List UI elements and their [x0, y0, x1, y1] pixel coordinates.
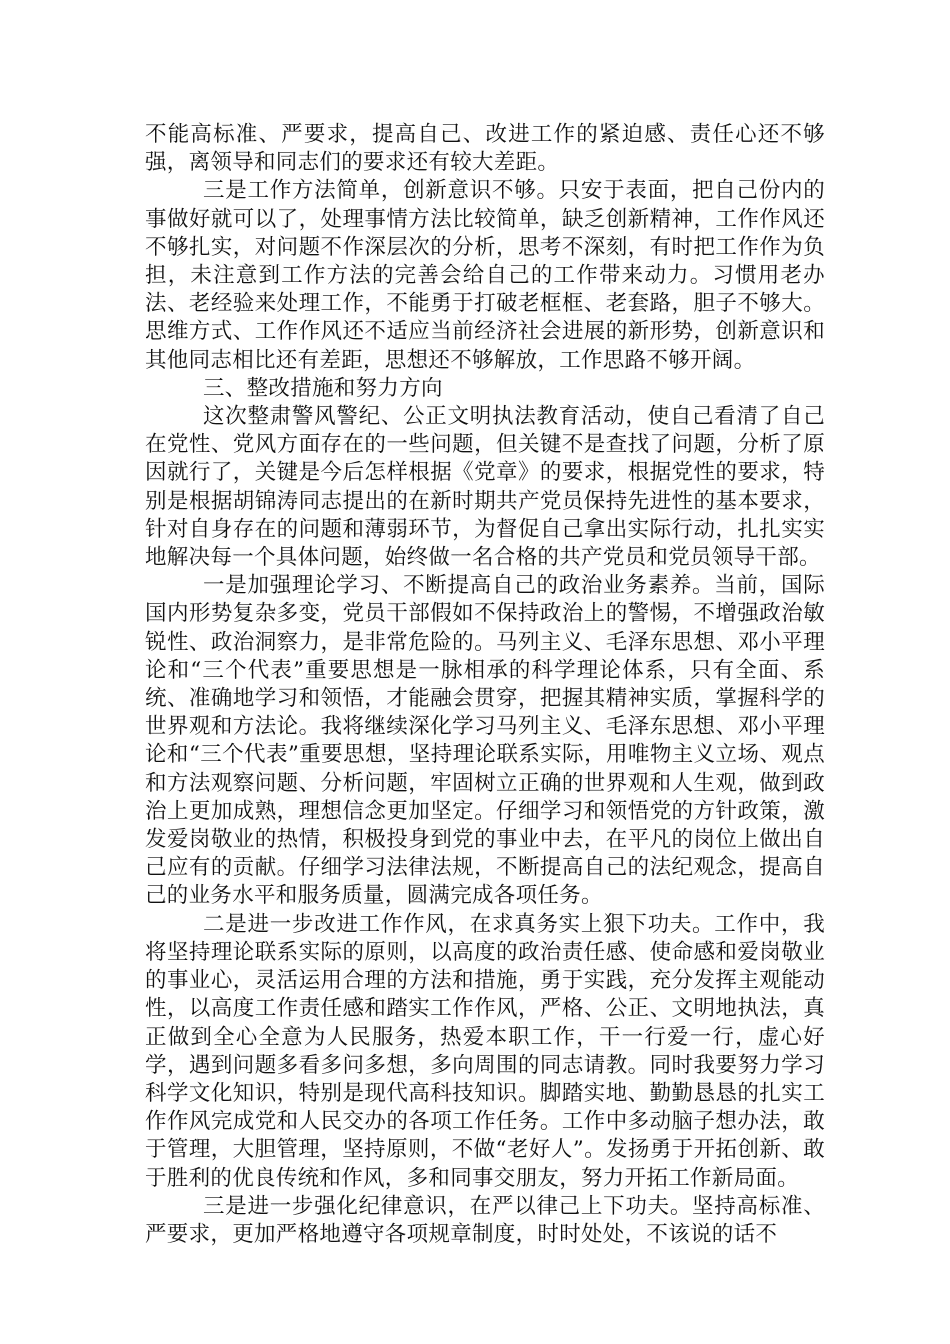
- paragraph-5: 二是进一步改进工作作风，在求真务实上狠下功夫。工作中，我将坚持理论联系实际的原则，以高度的政治责任感、使命感和爱岗敬业的事业心，灵活运用合理的方法和措施，勇于实践，充分发挥主观能动性，以高度工作责任感和踏实工作作风，严格、公正、文明地执法，真正做到全心全意为人民服务，热爱本职工作，干一行爱一行，虚心好学，遇到问题多看多问多想，多向周围的同志请教。同时我要努力学习科学文化知识，特别是现代高科技知识。脚踏实地、勤勤恳恳的扎实工作作风完成党和人民交办的各项工作任务。工作中多动脑子想办法，敢于管理，大胆管理，坚持原则，不做“老好人”。发扬勇于开拓创新、敢于胜利的优良传统和作风，多和同事交朋友，努力开拓工作新局面。: [145, 911, 825, 1191]
- document-page: [145, 121, 825, 1249]
- section-heading: 三、整改措施和努力方向: [203, 375, 443, 401]
- paragraph-2: 三是工作方法简单，创新意识不够。只安于表面，把自己份内的事做好就可以了，处理事情方法比较简单，缺乏创新精神，工作作风还不够扎实，对问题不作深层次的分析，思考不深刻，有时把工作作为负担，未注意到工作方法的完善会给自己的工作带来动力。习惯用老办法、老经验来处理工作，不能勇于打破老框框、老套路，胆子不够大。思维方式、工作作风还不适应当前经济社会进展的新形势，创新意识和其他同志相比还有差距，思想还不够解放，工作思路不够开阔。: [145, 178, 825, 373]
- paragraph-3: 这次整肃警风警纪、公正文明执法教育活动，使自己看清了自己在党性、党风方面存在的一些问题，但关键不是查找了问题，分析了原因就行了，关键是今后怎样根据《党章》的要求，根据党性的要求，特别是根据胡锦涛同志提出的在新时期共产党员保持先进性的基本要求，针对自身存在的问题和薄弱环节，为督促自己拿出实际行动，扎扎实实地解决每一个具体问题，始终做一名合格的共产党员和党员领导干部。: [145, 404, 825, 571]
- paragraph-1: 不能高标准、严要求，提高自己、改进工作的紧迫感、责任心还不够强，离领导和同志们的要求还有较大差距。: [145, 122, 825, 176]
- paragraph-6: 三是进一步强化纪律意识，在严以律己上下功夫。坚持高标准、严要求，更加严格地遵守各项规章制度，时时处处，不该说的话不: [145, 1193, 825, 1247]
- paragraph-4: 一是加强理论学习、不断提高自己的政治业务素养。当前，国际国内形势复杂多变，党员干部假如不保持政治上的警惕，不增强政治敏锐性、政治洞察力，是非常危险的。马列主义、毛泽东思想、邓小平理论和“三个代表”重要思想是一脉相承的科学理论体系，只有全面、系统、准确地学习和领悟，才能融会贯穿，把握其精神实质，掌握科学的世界观和方法论。我将继续深化学习马列主义、毛泽东思想、邓小平理论和“三个代表”重要思想，坚持理论联系实际，用唯物主义立场、观点和方法观察问题、分析问题，牢固树立正确的世界观和人生观，做到政治上更加成熟，理想信念更加坚定。仔细学习和领悟党的方针政策，激发爱岗敬业的热情，积极投身到党的事业中去，在平凡的岗位上做出自己应有的贡献。仔细学习法律法规，不断提高自己的法纪观念，提高自己的业务水平和服务质量，圆满完成各项任务。: [145, 573, 825, 909]
